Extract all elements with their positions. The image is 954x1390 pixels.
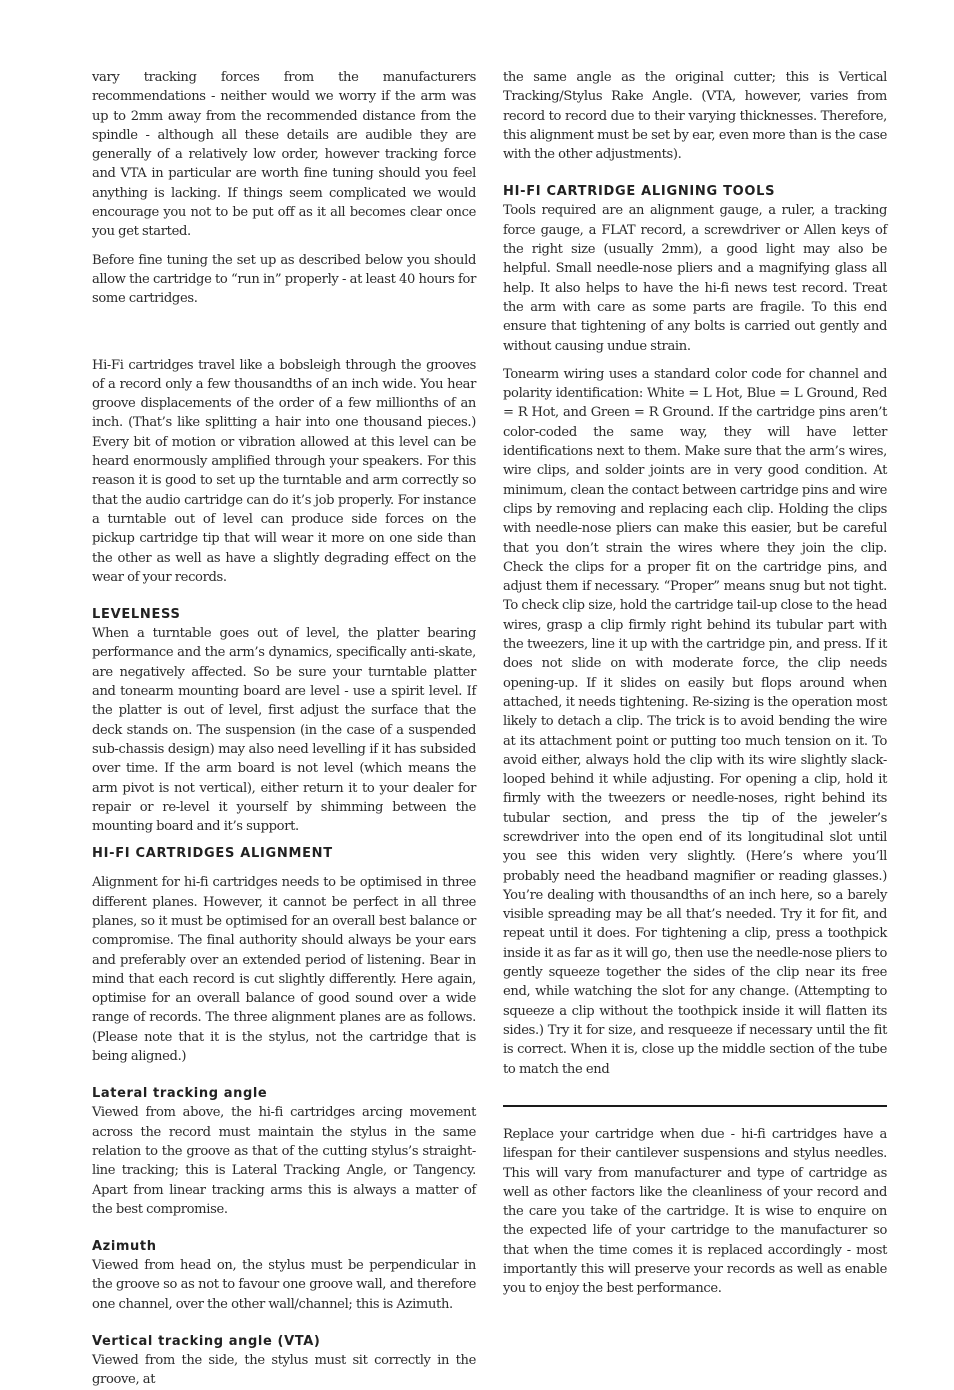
bobsleigh-paragraph: Hi-Fi cartridges travel like a bobsleigh through the grooves of a record only a few thousandths of an inch wide. You hear groove displacements of the order of a few millionths of an inch. (That’s like splitting a hair into one thousand pieces.) Every bit of motion or vibration allowed at this level can be heard enormously amplified through your speakers. For this reason it is good to set up the turntable and arm correctly so that the audio cartridge can do it’s job properly. For instance a turntable out of level can produce side forces on the pickup cartridge tip that will wear it more on one side than the other as well as have a slightly degrading effect on the wear of your records. bbox=[92, 357, 476, 585]
levelness-heading: LEVELNESS bbox=[92, 607, 181, 623]
azimuth-heading: Azimuth bbox=[92, 1239, 157, 1255]
intro-paragraph: vary tracking forces from the manufacturers recommendations - neither would we worry if the arm was up to 2mm away from the recommended distance from the spindle - although all these details are audible they are generally of a relatively low order, however tracking force and VTA in particular are worth fine tuning should you feel anything is lacking. If things seem complicated we would encourage you not to be put off as it all becomes clear once you get started. bbox=[92, 70, 476, 240]
alignment-heading: HI-FI CARTRIDGES ALIGNMENT bbox=[92, 846, 333, 862]
tonearm-wiring-paragraph: Tonearm wiring uses a standard color code for channel and polarity identification: White = L Hot, Blue = L Ground, Red = R Hot, and Green = R Ground. If the cartridge pins aren’t color-coded the same way, they will have letter identifications next to them. Make sure that the arm’s wires, wire clips, and solder joints are in very good condition. At minimum, clean the contact between cartridge pins and wire clips by removing and replacing each clip. Holding the clips with needle-nose pliers can make this easier, but be careful that you don’t strain the wires where they join the clip. Check the clips for a proper fit on the cartridge pins, and adjust them if necessary. “Proper” means snug but not tight. To check clip size, hold the cartridge tail-up close to the head wires, grasp a clip firmly right behind its tubular part with the tweezers, line it up with the cartridge pin, and press. If it does not slide on with moderate force, the clip needs opening-up. If it slides on easily but flops around when attached, it needs tightening. Re-sizing is the operation most likely to detach a clip. The trick is to avoid bending the wire at its attachment point or putting too much tension on it. To avoid either, always hold the clip with its wire slightly slack-looped behind it while adjusting. For opening a clip, hold it firmly with the tweezers or needle-noses, right behind its tubular section, and press the tip of the jeweler’s screwdriver into the open end of its longitudinal slot until you see this widen very slightly. (Here’s where you’ll probably need the headband magnifier or reading glasses.) You’re dealing with thousandths of an inch here, so a barely visible spreading may be all that’s needed. Try it for fit, and repeat until it does. For tightening a clip, press a toothpick inside it as far as it will go, then use the needle-nose pliers to gently squeeze together the sides of the clip near its free end, while watching the slot for any change. (Attempting to squeeze a clip without the toothpick inside it will flatten its sides.) Try it for size, and resqueeze if necessary until the fit is correct. When it is, close up the middle section of the tube to match the end bbox=[503, 366, 887, 1077]
right-column bbox=[503, 68, 887, 1079]
azimuth-paragraph: Viewed from head on, the stylus must be perpendicular in the groove so as not to favour one groove wall, and therefore one channel, over the other wall/channel; this is Azimuth. bbox=[92, 1258, 476, 1312]
vta-heading: Vertical tracking angle (VTA) bbox=[92, 1334, 321, 1350]
section-divider bbox=[503, 1105, 887, 1107]
alignment-paragraph: Alignment for hi-fi cartridges needs to be optimised in three different planes. However, it cannot be perfect in all three planes, so it must be optimised for an overall best balance or compromise. The final authority should always be your ears and preferably over an extended period of listening. Bear in mind that each record is cut slightly differently. Here again, optimise for an overall balance of good sound over a wide range of records. The three alignment planes are as follows. (Please note that it is the stylus, not the cartridge that is being aligned.) bbox=[92, 875, 476, 1065]
levelness-paragraph: When a turntable goes out of level, the platter bearing performance and the arm’s dynamics, specifically anti-skate, are negatively affected. So be sure your turntable platter and tonearm mounting board are level - use a spirit level. If the platter is out of level, first adjust the surface that the deck stands on. The suspension (in the case of a suspended sub-chassis design) may also need levelling if it has subsided over time. If the arm board is not level (which means the arm pivot is not vertical), either return it to your dealer for repair or re-level it yourself by shimming between the mounting board and it’s support. bbox=[92, 626, 476, 835]
aligning-tools-paragraph: Tools required are an alignment gauge, a ruler, a tracking force gauge, a FLAT record, a screwdriver or Allen keys of the right size (usually 2mm), a good light may also be helpful. Small needle-nose pliers and a magnifying glass all help. It also helps to have the hi-fi news test record. Treat the arm with care as some parts are fragile. To this end ensure that tightening of any bolts is carried out gently and without causing undue strain. bbox=[503, 203, 887, 354]
replacement-section bbox=[503, 1125, 887, 1299]
vta-paragraph: Viewed from the side, the stylus must sit correctly in the groove, at bbox=[92, 1353, 476, 1388]
lateral-tracking-heading: Lateral tracking angle bbox=[92, 1086, 268, 1102]
lateral-tracking-paragraph: Viewed from above, the hi-fi cartridges arcing movement across the record must maintain the stylus in the same relation to the groove as that of the cutting stylus’s straight-line tracking; this is Lateral Tracking Angle, or Tangency. Apart from linear tracking arms this is always a matter of the best compromise. bbox=[92, 1105, 476, 1217]
aligning-tools-heading: HI-FI CARTRIDGE ALIGNING TOOLS bbox=[503, 184, 776, 200]
run-in-paragraph: Before fine tuning the set up as described below you should allow the cartridge to “run in” properly - at least 40 hours for some cartridges. bbox=[92, 252, 476, 307]
left-column bbox=[92, 68, 476, 1390]
replacement-paragraph: Replace your cartridge when due - hi-fi cartridges have a lifespan for their cantilever suspensions and stylus needles. This will vary from manufacturer and type of cartridge as well as other factors like the cleanliness of your record and the care you take of the cartridge. It is wise to enquire on the expected life of your cartridge to the manufacturer so that when the time comes it is replaced accordingly - most importantly this will preserve your records as well as enable you to enjoy the best performance. bbox=[503, 1127, 887, 1297]
vta-continued-paragraph: the same angle as the original cutter; this is Vertical Tracking/Stylus Rake Angle. (VTA, however, varies from record to record due to their varying thicknesses. Therefore, this alignment must be set by ear, even more than is the case with the other adjustments). bbox=[503, 70, 887, 163]
